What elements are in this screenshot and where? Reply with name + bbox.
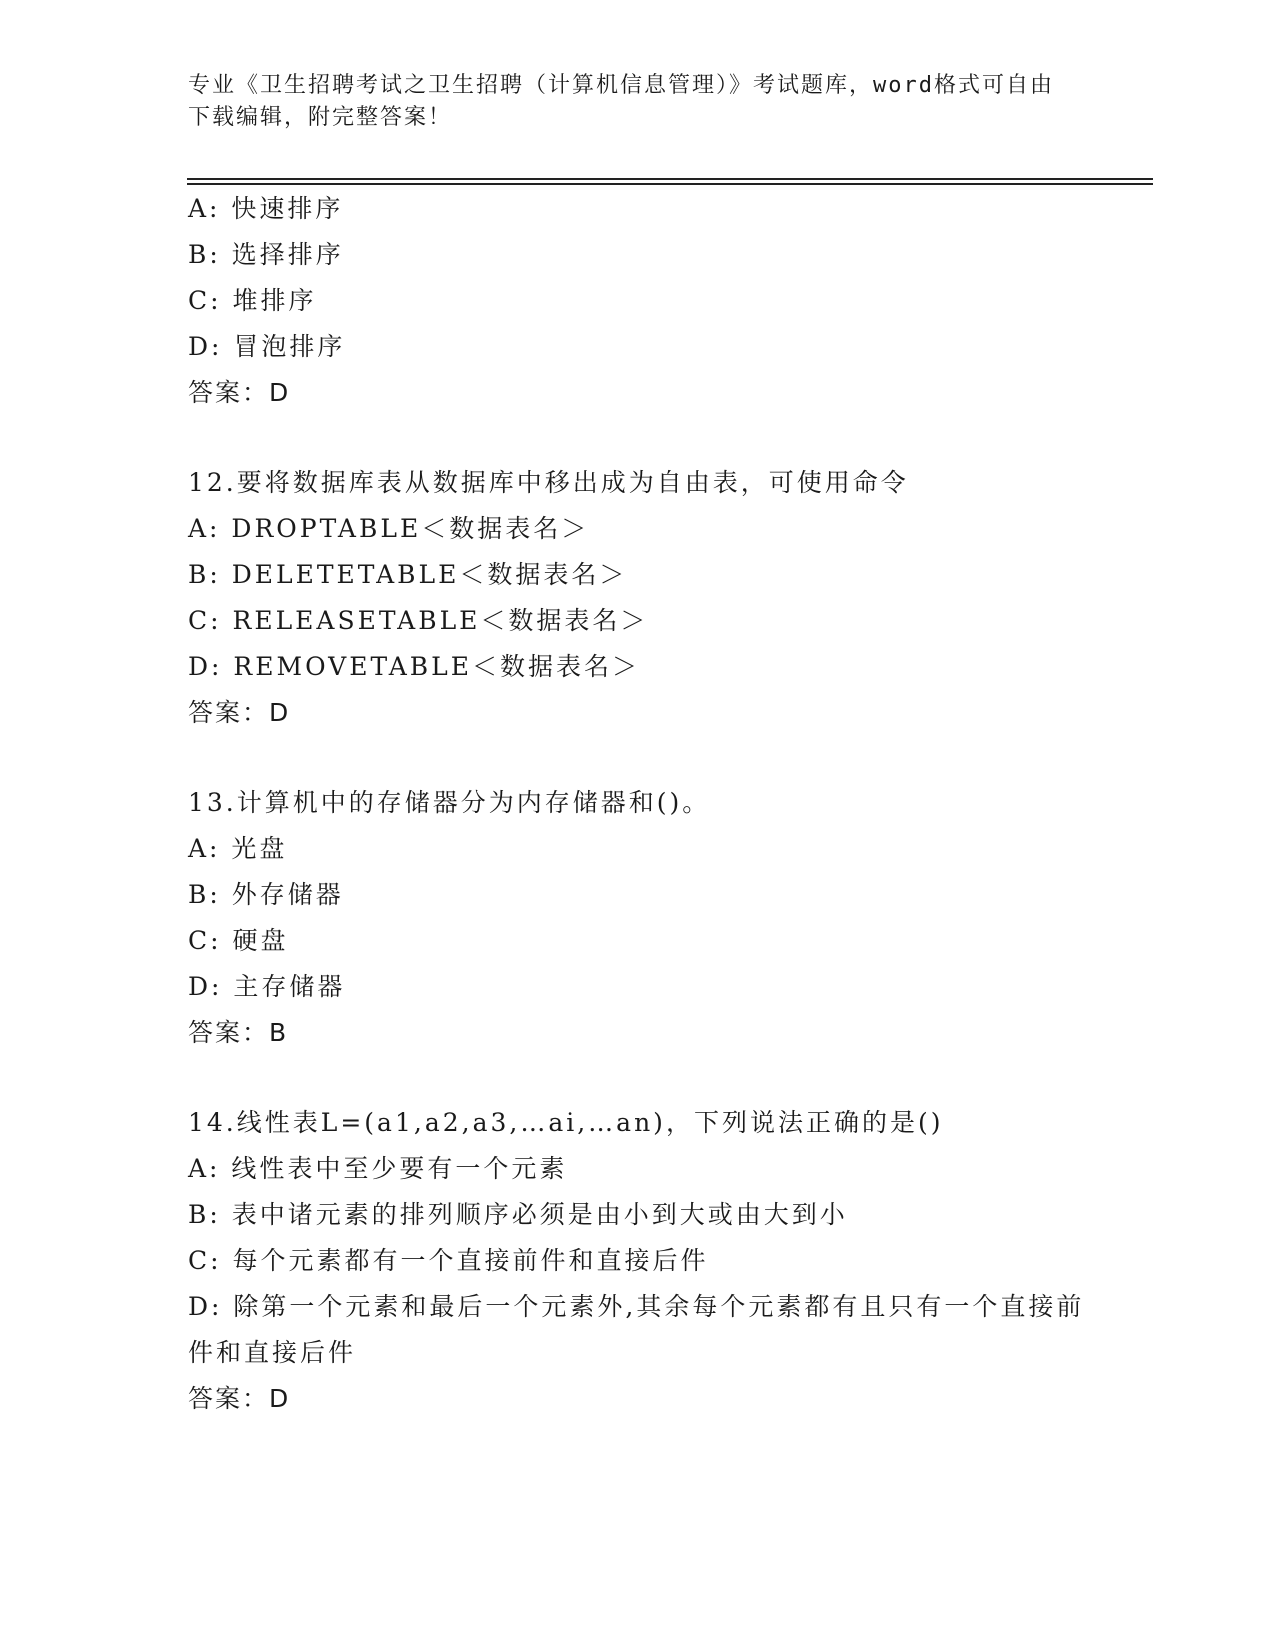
answer-label: 答案：D <box>188 1384 291 1413</box>
option-d: D: 冒泡排序 <box>188 332 346 361</box>
answer-label: 答案：B <box>188 1018 289 1047</box>
option-c: C: 堆排序 <box>188 286 317 315</box>
option-d: D: REMOVETABLE＜数据表名＞ <box>188 652 641 681</box>
option-a: A: DROPTABLE＜数据表名＞ <box>188 514 590 543</box>
question-stem: 14.线性表L=(a1,a2,a3,…ai,…an)，下列说法正确的是() <box>188 1108 944 1137</box>
option-b: B: 选择排序 <box>188 240 344 269</box>
question-stem: 13.计算机中的存储器分为内存储器和()。 <box>188 788 711 817</box>
header-divider-top <box>187 178 1153 180</box>
answer-label: 答案：D <box>188 378 291 407</box>
question-block-13 <box>188 780 1088 1056</box>
option-c: C: 硬盘 <box>188 926 289 955</box>
option-d: D: 主存储器 <box>188 972 346 1001</box>
question-block-11 <box>188 186 1088 416</box>
option-b: B: DELETETABLE＜数据表名＞ <box>188 560 628 589</box>
document-header: 专业《卫生招聘考试之卫生招聘（计算机信息管理）》考试题库，word格式可自由下载编辑，附完整答案！ <box>188 73 1054 130</box>
option-a: A: 线性表中至少要有一个元素 <box>188 1154 568 1183</box>
option-b: B: 外存储器 <box>188 880 344 909</box>
option-d: D: 除第一个元素和最后一个元素外,其余每个元素都有且只有一个直接前件和直接后件 <box>188 1292 1085 1367</box>
answer-label: 答案：D <box>188 698 291 727</box>
option-a: A: 光盘 <box>188 834 288 863</box>
option-b: B: 表中诸元素的排列顺序必须是由小到大或由大到小 <box>188 1200 848 1229</box>
question-block-14 <box>188 1100 1088 1422</box>
question-list <box>188 186 1088 1422</box>
option-c: C: RELEASETABLE＜数据表名＞ <box>188 606 649 635</box>
question-block-12 <box>188 460 1088 736</box>
option-a: A: 快速排序 <box>188 194 344 223</box>
option-c: C: 每个元素都有一个直接前件和直接后件 <box>188 1246 709 1275</box>
question-stem: 12.要将数据库表从数据库中移出成为自由表，可使用命令 <box>188 468 909 497</box>
header-divider-bottom <box>187 183 1153 185</box>
